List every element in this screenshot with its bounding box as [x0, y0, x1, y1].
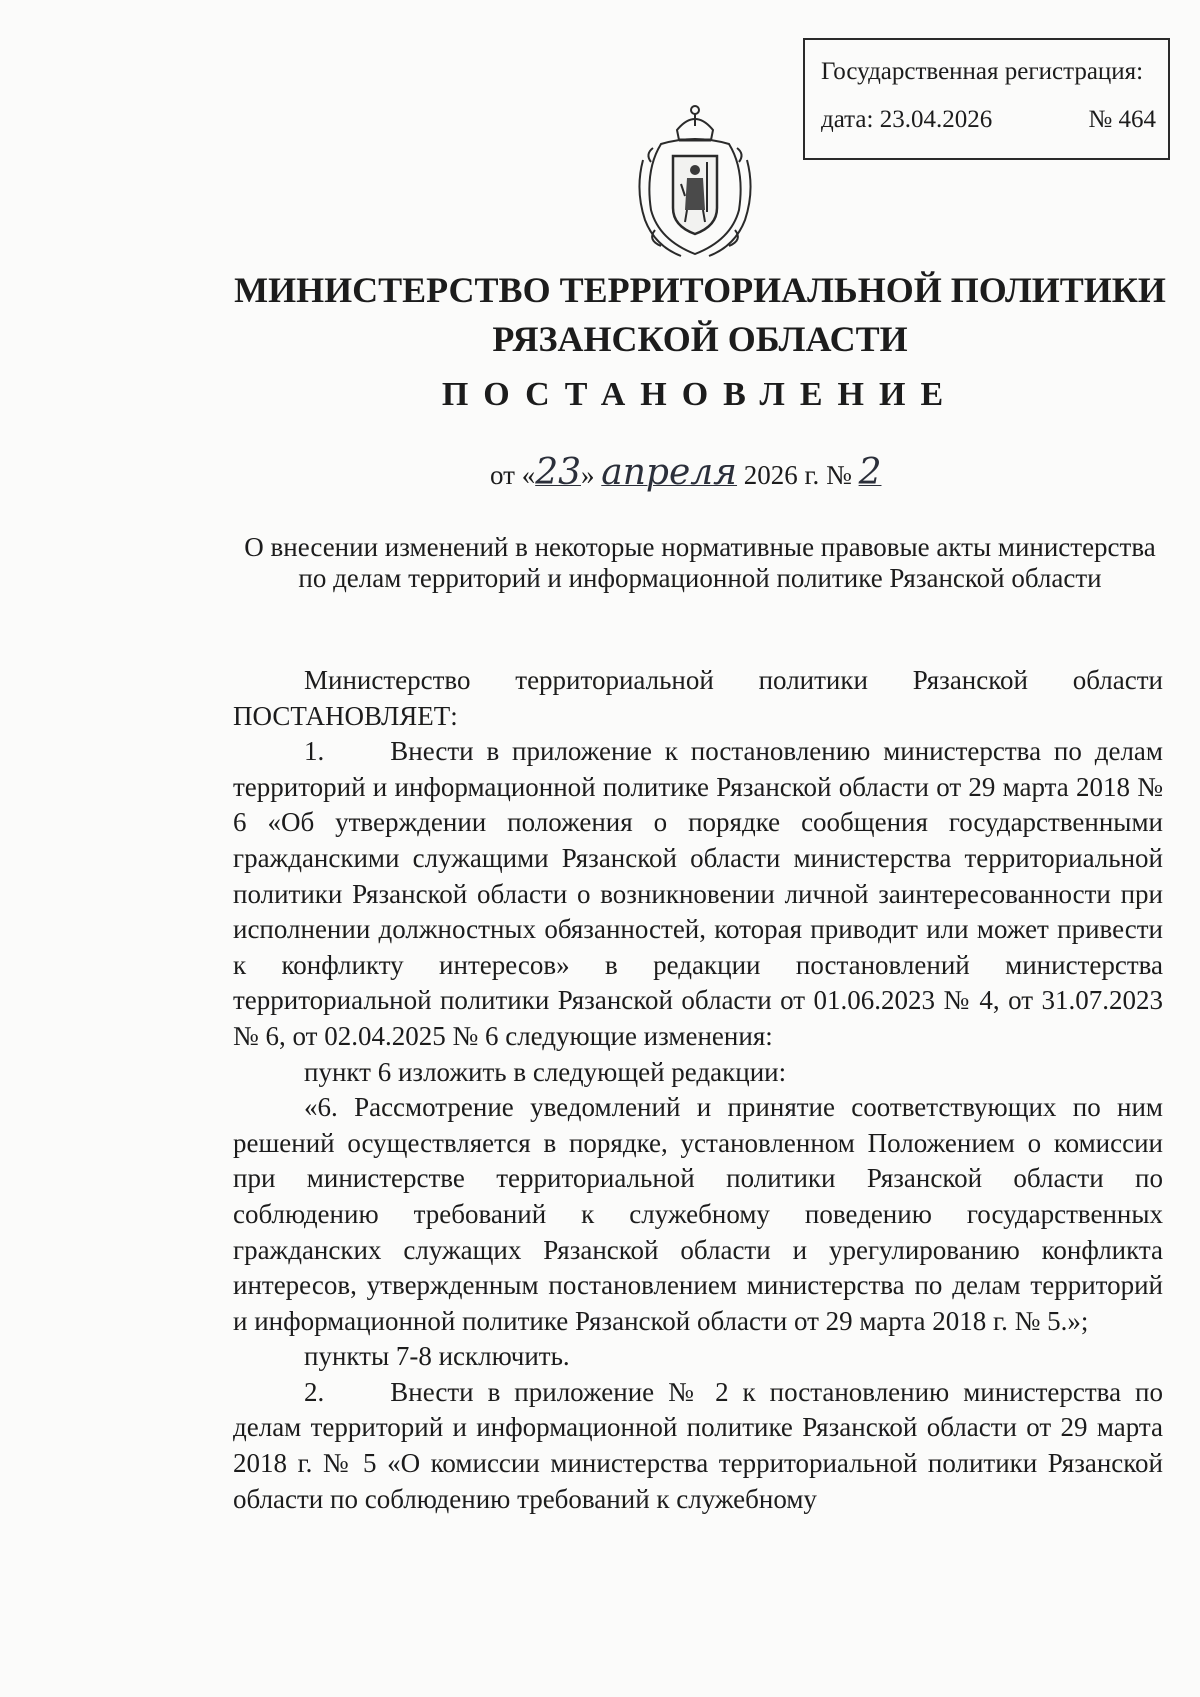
preamble: Министерство территориальной политики Рязанской области ПОСТАНОВЛЯЕТ:	[233, 665, 1163, 731]
number-label: №	[826, 460, 852, 490]
date-mid: »	[581, 460, 602, 490]
document-subject: О внесении изменений в некоторые нормативные правовые акты министерства по делам территорий и информационной политике Рязанской области	[244, 532, 1156, 593]
handwritten-month: апреля	[601, 452, 738, 493]
date-year: 2026 г.	[743, 460, 820, 490]
date-number-line	[490, 452, 881, 493]
item-1	[233, 734, 1163, 1054]
ministry-line-2: РЯЗАНСКОЙ ОБЛАСТИ	[492, 319, 908, 359]
item-2-text: Внести в приложение № 2 к постановлению министерства по делам территорий и информационной политике Рязанской области от 29 марта 2018 г. № 5 «О комиссии министерства территориальной политики Рязанской области по соблюдению требований к служебному	[233, 1376, 1163, 1514]
item-2-number: 2.	[304, 1376, 325, 1407]
item-1-sub-1: пункт 6 изложить в следующей редакции:	[304, 1056, 787, 1087]
registration-line	[821, 106, 1156, 134]
document-type: ПОСТАНОВЛЕНИЕ	[441, 376, 959, 413]
handwritten-day: 23	[535, 452, 582, 493]
ministry-line-1: МИНИСТЕРСТВО ТЕРРИТОРИАЛЬНОЙ ПОЛИТИКИ	[234, 270, 1166, 310]
handwritten-number: 2	[858, 452, 882, 493]
ministry-name	[180, 266, 1200, 364]
registration-stamp	[803, 38, 1170, 160]
document-body	[233, 663, 1163, 1517]
ryazan-coat-of-arms-icon	[621, 100, 769, 260]
registration-number: № 464	[1088, 106, 1156, 133]
registration-title: Государственная регистрация:	[821, 58, 1144, 85]
item-1-text: Внести в приложение к постановлению министерства по делам территорий и информационной политике Рязанской области от 29 марта 2018 № 6 «Об утверждении положения о порядке сообщения государственными гражданскими служащими Рязанской области министерства территориальной политики Рязанской области о возникновении личной заинтересованности при исполнении должностных обязанностей, которая приводит или может привести к конфликту интересов» в редакции постановлений министерства территориальной политики Рязанской области от 01.06.2023 № 4, от 31.07.2023 № 6, от 02.04.2025 № 6 следующие изменения:	[233, 736, 1163, 1051]
date-prefix: от «	[490, 460, 536, 490]
registration-date: дата: 23.04.2026	[821, 106, 993, 133]
item-1-number: 1.	[304, 736, 325, 767]
item-1-sub-2: пункты 7-8 исключить.	[304, 1341, 570, 1372]
item-1-quote: «6. Рассмотрение уведомлений и принятие соответствующих по ним решений осуществляется в порядке, установленном Положением о комиссии при министерстве территориальной политики Рязанской области по соблюдению требований к служебному поведению государственных гражданских служащих Рязанской области и урегулированию конфликта интересов, утвержденным постановлением министерства по делам территорий и информационной политике Рязанской области от 29 марта 2018 г. № 5.»;	[233, 1092, 1163, 1336]
item-2	[233, 1375, 1163, 1517]
